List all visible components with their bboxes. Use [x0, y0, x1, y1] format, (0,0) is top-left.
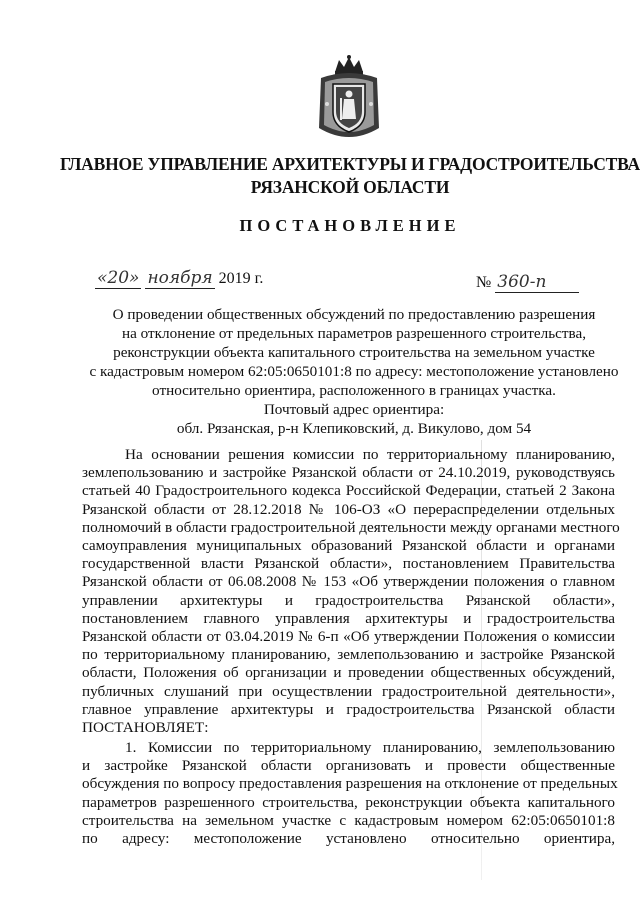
item-1-paragraph — [82, 739, 618, 848]
document-date — [95, 268, 263, 288]
item1-line: строительства на земельном участке с кадастровым номером 62:05:0650101:8 — [82, 811, 615, 829]
preamble-line: по территориальному планированию, землепользованию и застройке Рязанской — [82, 646, 615, 664]
date-year: 2019 г. — [218, 270, 264, 287]
subject-line: обл. Рязанская, р-н Клепиковский, д. Викулово, дом 54 — [176, 420, 532, 437]
preamble-line: землепользованию и застройке Рязанской области от 24.10.2019, руководствуясь — [82, 464, 615, 482]
subject-line: Почтовый адрес ориентира: — [263, 401, 445, 418]
organization-name — [60, 153, 640, 199]
subject-line: О проведении общественных обсуждений по предоставлению разрешения — [112, 306, 596, 323]
preamble-line: полномочий в области градостроительной деятельности между органами местного — [82, 518, 620, 536]
coat-of-arms-icon — [313, 54, 385, 144]
number-value: 360-п — [495, 272, 579, 293]
preamble-line: Рязанской области от 06.08.2008 № 153 «Об утверждении положения о главном — [82, 573, 615, 591]
preamble-line: Рязанской области от 03.04.2019 № 6-п «Об утверждении Положения о комиссии — [82, 628, 615, 646]
preamble-paragraph — [82, 446, 620, 737]
date-month: ноября — [147, 268, 213, 288]
number-prefix: № — [476, 274, 492, 291]
subject-line: с кадастровым номером 62:05:0650101:8 по адресу: местоположение установлено — [89, 363, 619, 380]
preamble-line: ПОСТАНОВЛЯЕТ: — [82, 719, 209, 737]
preamble-line: управлении архитектуры и градостроительства Рязанской области», — [82, 591, 615, 609]
preamble-line: статьей 40 Градостроительного кодекса Российской Федерации, статьей 2 Закона — [82, 482, 615, 500]
preamble-line: главное управление архитектуры и градостроительства Рязанской области — [82, 700, 615, 718]
preamble-line: Рязанской области от 28.12.2018 № 106-ОЗ «О перераспределении отдельных — [82, 500, 615, 518]
item1-line: параметров разрешенного строительства, реконструкции объекта капитального — [82, 793, 615, 811]
item1-line: и застройке Рязанской области организовать и провести общественные — [82, 757, 615, 775]
preamble-line: самоуправления муниципальных образований Рязанской области и органами — [82, 537, 615, 555]
document-type: ПОСТАНОВЛЕНИЕ — [239, 216, 461, 235]
item1-line: обсуждения по вопросу предоставления разрешения на отклонение от предельных — [82, 775, 618, 793]
preamble-line: государственной власти Рязанской области», постановлением Правительства — [82, 555, 615, 573]
item1-line: 1. Комиссии по территориальному планированию, землепользованию — [125, 739, 615, 756]
org-line-1: ГЛАВНОЕ УПРАВЛЕНИЕ АРХИТЕКТУРЫ И ГРАДОСТРОИТЕЛЬСТВА — [60, 154, 640, 174]
preamble-line: области, Положения об организации и проведении общественных обсуждений, — [82, 664, 615, 682]
subject-line: относительно ориентира, расположенного в границах участка. — [152, 382, 556, 399]
preamble-line: На основании решения комиссии по территориальному планированию, — [125, 446, 615, 463]
org-line-2: РЯЗАНСКОЙ ОБЛАСТИ — [250, 177, 450, 197]
date-day: «20» — [97, 268, 140, 288]
subject-line: на отклонение от предельных параметров разрешенного строительства, — [121, 325, 587, 342]
document-subject — [76, 305, 632, 438]
item1-line: по адресу: местоположение установлено относительно ориентира, — [82, 830, 615, 848]
preamble-line: постановлением главного управления архитектуры и градостроительства — [82, 609, 615, 627]
preamble-line: публичных слушаний при осуществлении градостроительной деятельности», — [82, 682, 615, 700]
subject-line: реконструкции объекта капитального строительства на земельном участке — [113, 344, 595, 361]
document-number — [476, 272, 579, 293]
